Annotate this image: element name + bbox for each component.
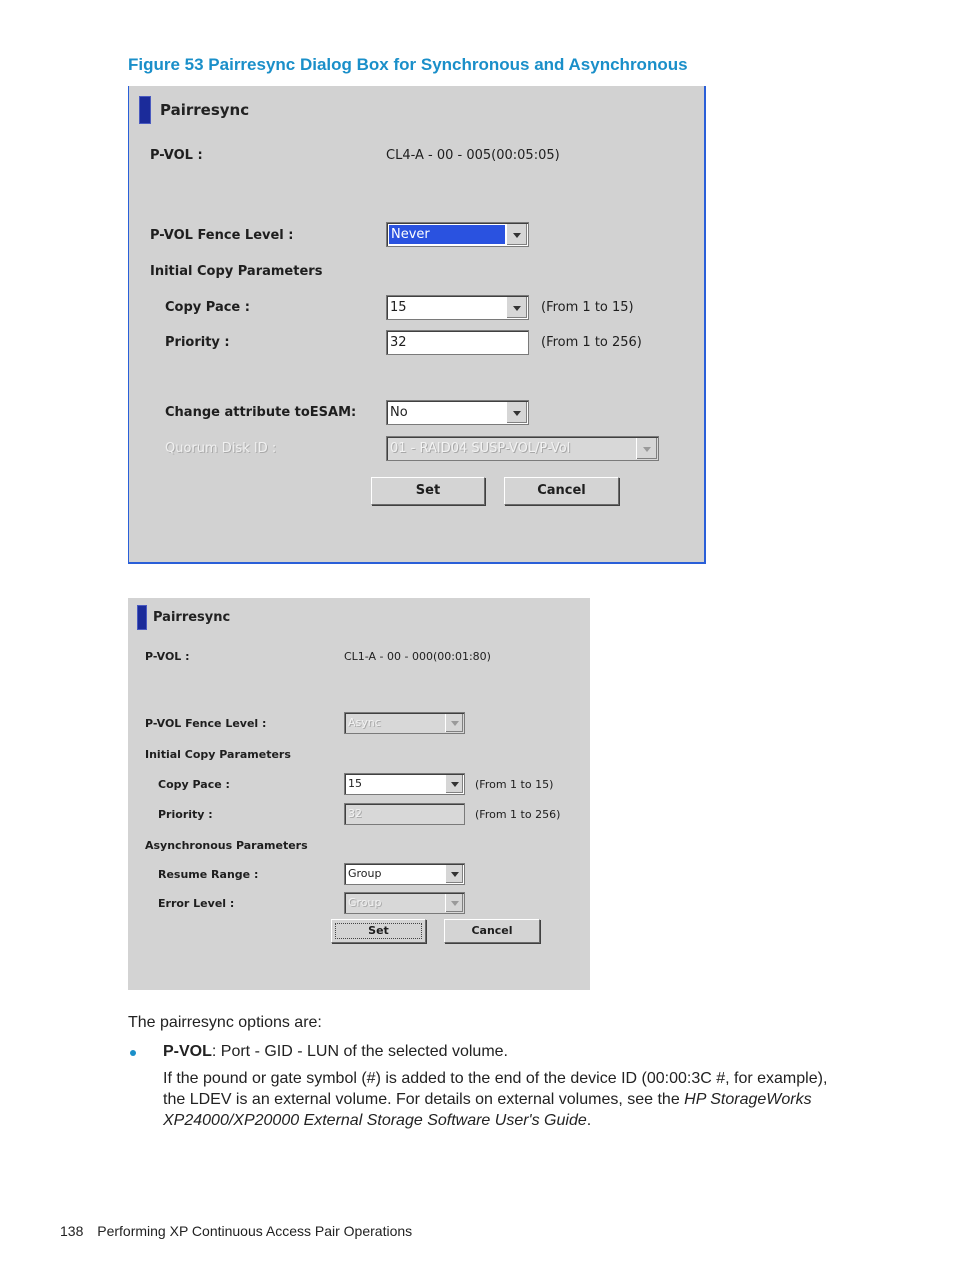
bullet-icon: [130, 1050, 136, 1056]
chevron-down-icon[interactable]: [445, 714, 463, 732]
cancel-button[interactable]: [504, 477, 619, 505]
cancel-button-label: Cancel: [471, 924, 513, 937]
bullet-item: [163, 1043, 508, 1061]
async-params-label: Asynchronous Parameters: [145, 839, 308, 852]
copy-pace-range: (From 1 to 15): [541, 300, 634, 315]
chevron-down-icon[interactable]: [445, 775, 463, 793]
pairresync-dialog-sync: [128, 86, 706, 564]
fence-level-label: P-VOL Fence Level :: [145, 717, 267, 730]
fence-level-value: Async: [348, 716, 381, 729]
copy-pace-label: Copy Pace :: [158, 778, 230, 791]
title-marker-icon: [137, 605, 147, 630]
dialog-title: Pairresync: [153, 610, 231, 625]
fence-level-selected: [389, 225, 505, 244]
chevron-down-icon[interactable]: [506, 297, 527, 318]
priority-label: Priority :: [165, 335, 230, 350]
para-line-3: [163, 1112, 591, 1130]
pvol-value: CL1-A - 00 - 000(00:01:80): [344, 650, 491, 663]
chevron-down-icon[interactable]: [445, 894, 463, 912]
set-button-label: Set: [368, 924, 389, 937]
quorum-select[interactable]: [386, 436, 659, 461]
copy-pace-value: 15: [348, 777, 362, 790]
para-line-2-plain: the LDEV is an external volume. For details on external volumes, see the: [163, 1091, 685, 1108]
guide-title-part2: XP24000/XP20000 External Storage Software User's Guide: [163, 1112, 587, 1129]
set-button[interactable]: [331, 919, 426, 943]
pvol-label: P-VOL :: [145, 650, 190, 663]
bullet-term: P-VOL: [163, 1043, 212, 1060]
page-footer: [60, 1223, 412, 1239]
initial-copy-label: Initial Copy Parameters: [145, 748, 291, 761]
pvol-label: P-VOL :: [150, 148, 203, 163]
resume-range-select[interactable]: [344, 863, 465, 885]
initial-copy-label: Initial Copy Parameters: [150, 264, 323, 279]
chevron-down-icon[interactable]: [445, 865, 463, 883]
fence-level-value: Never: [391, 227, 430, 242]
footer-section: Performing XP Continuous Access Pair Operations: [97, 1223, 413, 1239]
guide-title-part1: HP StorageWorks: [684, 1091, 812, 1108]
page-number: 138: [60, 1223, 84, 1239]
pairresync-dialog-async: [128, 598, 590, 990]
para-line-1: If the pound or gate symbol (#) is added to the end of the device ID (00:00:3C #, for example),: [163, 1070, 828, 1087]
resume-range-value: Group: [348, 867, 382, 880]
copy-pace-select[interactable]: [386, 295, 529, 320]
priority-range: (From 1 to 256): [541, 335, 642, 350]
quorum-label: Quorum Disk ID :: [165, 441, 277, 456]
priority-input[interactable]: [344, 803, 465, 825]
priority-value: 32: [348, 807, 362, 820]
copy-pace-select[interactable]: [344, 773, 465, 795]
copy-pace-label: Copy Pace :: [165, 300, 250, 315]
error-level-label: Error Level :: [158, 897, 235, 910]
chevron-down-icon[interactable]: [506, 402, 527, 423]
cancel-button[interactable]: [444, 919, 540, 943]
dialog-title: Pairresync: [160, 101, 250, 119]
set-button[interactable]: [371, 477, 485, 505]
intro-text: The pairresync options are:: [128, 1014, 322, 1031]
bullet-text: : Port - GID - LUN of the selected volume.: [211, 1043, 508, 1060]
copy-pace-value: 15: [390, 300, 407, 315]
error-level-value: Group: [348, 896, 382, 909]
resume-range-label: Resume Range :: [158, 868, 259, 881]
fence-level-select[interactable]: [344, 712, 465, 734]
chevron-down-icon[interactable]: [636, 438, 657, 459]
fence-level-select[interactable]: [386, 222, 529, 247]
fence-level-label: P-VOL Fence Level :: [150, 228, 294, 243]
quorum-value: 01 - RAID04 SUSP-VOL/P-Vol: [390, 441, 571, 456]
set-button-label: Set: [415, 483, 441, 498]
priority-value: 32: [390, 335, 407, 350]
pvol-value: CL4-A - 00 - 005(00:05:05): [386, 148, 560, 163]
error-level-select[interactable]: [344, 892, 465, 914]
figure-caption: Figure 53 Pairresync Dialog Box for Synchronous and Asynchronous: [128, 55, 688, 74]
para-line-3-end: .: [586, 1112, 592, 1129]
priority-range: (From 1 to 256): [475, 808, 561, 821]
esam-value: No: [390, 405, 408, 420]
esam-select[interactable]: [386, 400, 529, 425]
title-marker-icon: [139, 96, 151, 124]
priority-input[interactable]: [386, 330, 529, 355]
cancel-button-label: Cancel: [537, 483, 586, 498]
para-line-2: [163, 1091, 812, 1109]
priority-label: Priority :: [158, 808, 213, 821]
copy-pace-range: (From 1 to 15): [475, 778, 554, 791]
esam-label: Change attribute toESAM:: [165, 405, 357, 420]
chevron-down-icon[interactable]: [506, 224, 527, 245]
